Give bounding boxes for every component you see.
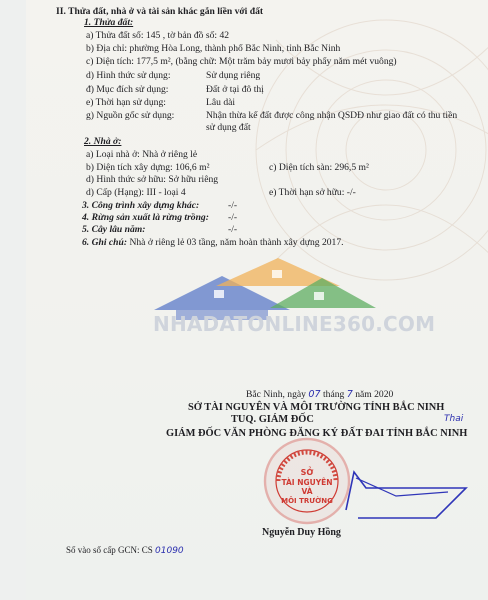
other-notes: 6. Ghi chú: Nhà ở riêng lẻ 03 tầng, năm hoàn thành xây dựng 2017. — [82, 237, 344, 248]
land-use-form-value: Sử dụng riêng — [206, 70, 261, 81]
authority-name: SỞ TÀI NGUYÊN VÀ MÔI TRƯỜNG TỈNH BẮC NINH — [188, 402, 445, 413]
other-construction-label: 3. Công trình xây dựng khác: — [82, 200, 200, 211]
signing-place-date: Bắc Ninh, ngày 07 tháng 7 năm 2020 — [246, 389, 394, 400]
land-purpose-label: đ) Mục đích sử dụng: — [86, 84, 169, 95]
house-build-area: b) Diện tích xây dựng: 106,6 m² — [86, 162, 210, 173]
land-origin-label: g) Nguồn gốc sử dụng: — [86, 110, 175, 121]
house-ownership: d) Hình thức sở hữu: Sở hữu riêng — [86, 174, 219, 185]
svg-text:MÔI TRƯỜNG: MÔI TRƯỜNG — [281, 497, 333, 505]
house-floor-area: c) Diện tích sàn: 296,5 m² — [269, 162, 369, 173]
land-term-value: Lâu dài — [206, 97, 236, 108]
certificate-page — [26, 0, 488, 600]
land-origin-value-1: Nhận thừa kế đất được công nhận QSDĐ như giao đất có thu tiền — [206, 110, 458, 121]
svg-text:TÀI NGUYÊN: TÀI NGUYÊN — [281, 478, 333, 487]
house-heading: 2. Nhà ở: — [84, 136, 122, 147]
other-perennial-label: 5. Cây lâu năm: — [82, 224, 146, 235]
watermark-text: NHADATONLINE360.COM — [153, 312, 436, 336]
house-type: a) Loại nhà ở: Nhà ở riêng lẻ — [86, 149, 198, 160]
office-director: GIÁM ĐỐC VĂN PHÒNG ĐĂNG KÝ ĐẤT ĐAI TỈNH BẮC NINH — [166, 428, 468, 439]
land-origin-value-2: sử dụng đất — [206, 122, 251, 133]
authority-deputy: TUQ. GIÁM ĐỐC — [231, 414, 314, 425]
house-term: e) Thời hạn sở hữu: -/- — [269, 187, 356, 198]
section-heading: II. Thửa đất, nhà ở và tài sản khác gắn liền với đất — [56, 6, 264, 17]
land-plot-label: a) Thửa đất số: 145 , tờ bản đồ số: 42 — [86, 30, 230, 41]
land-area: c) Diện tích: 177,5 m², (bằng chữ: Một trăm bảy mươi bảy phẩy năm mét vuông) — [86, 56, 397, 67]
handwritten-note: Thai — [444, 414, 464, 424]
other-perennial-value: -/- — [228, 224, 238, 235]
other-construction-value: -/- — [228, 200, 238, 211]
house-grade: d) Cấp (Hạng): III - loại 4 — [86, 187, 186, 198]
svg-text:VÀ: VÀ — [301, 487, 313, 496]
land-use-form-label: d) Hình thức sử dụng: — [86, 70, 171, 81]
other-forest-label: 4. Rừng sản xuất là rừng trồng: — [82, 212, 209, 223]
land-heading: 1. Thửa đất: — [84, 17, 134, 28]
land-address: b) Địa chỉ: phường Hòa Long, thành phố Bắc Ninh, tỉnh Bắc Ninh — [86, 43, 341, 54]
certificate-number: Số vào sổ cấp GCN: CS 01090 — [66, 545, 184, 556]
other-forest-value: -/- — [228, 212, 238, 223]
signer-name: Nguyễn Duy Hồng — [262, 527, 341, 538]
land-term-label: e) Thời hạn sử dụng: — [86, 97, 166, 108]
handwritten-signature — [326, 448, 476, 528]
svg-text:SỞ: SỞ — [300, 468, 314, 477]
land-purpose-value: Đất ở tại đô thị — [206, 84, 264, 95]
